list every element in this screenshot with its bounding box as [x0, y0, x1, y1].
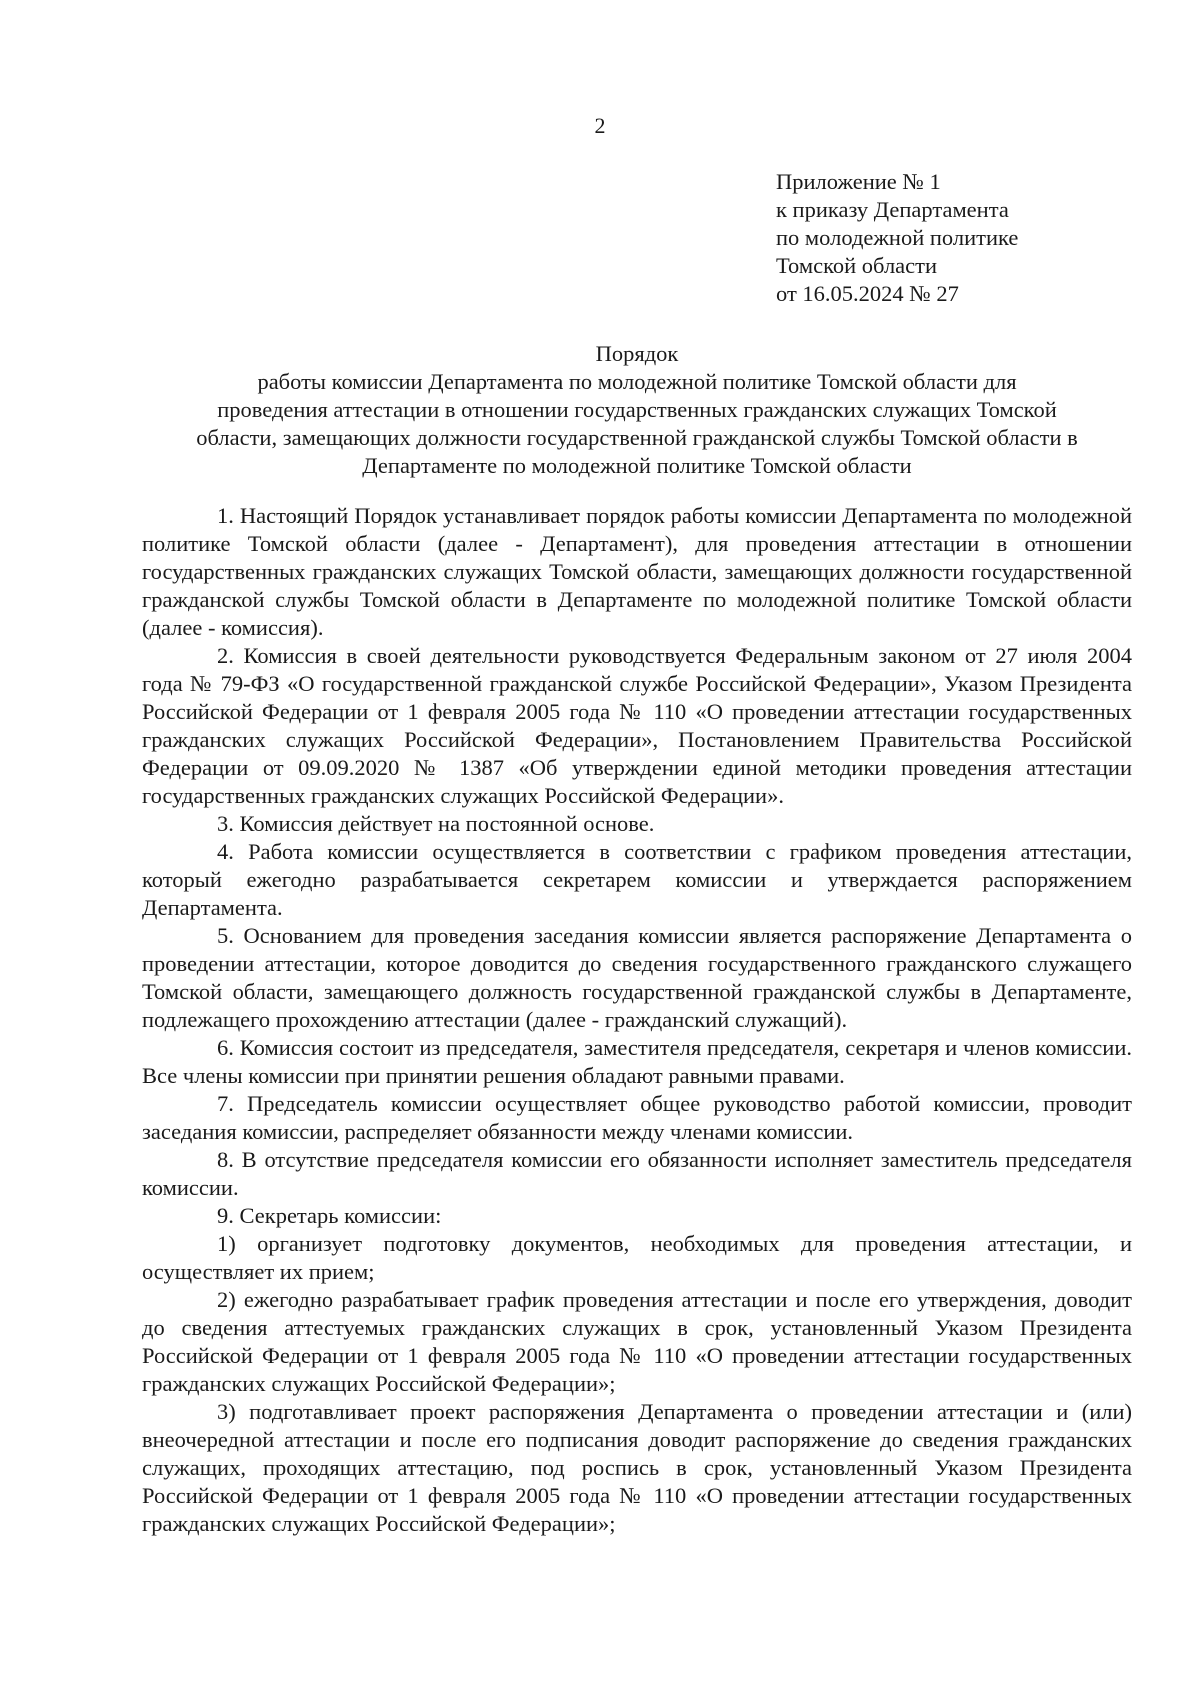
title-line: работы комиссии Департамента по молодежной политике Томской области для — [257, 369, 1017, 394]
paragraph-6: 6. Комиссия состоит из председателя, заместителя председателя, секретаря и членов комиссии. Все члены комиссии при принятии решения обладают равными правами. — [142, 1035, 1132, 1088]
title-line: проведения аттестации в отношении государственных гражданских служащих Томской — [217, 397, 1057, 422]
subparagraph-9-3: 3) подготавливает проект распоряжения Департамента о проведении аттестации и (или) внеочередной аттестации и после его подписания доводит распоряжение до сведения гражданских служащих, проходящих аттестацию, под роспись в срок, установленный Указом Президента Российской Федерации от 1 февраля 2005 года № 110 «О проведении аттестации государственных гражданских служащих Российской Федерации»; — [142, 1399, 1132, 1536]
annex-line: Томской области — [776, 253, 938, 278]
annex-line: от 16.05.2024 № 27 — [776, 281, 959, 306]
subparagraph-9-1: 1) организует подготовку документов, необходимых для проведения аттестации, и осуществляет их прием; — [142, 1231, 1132, 1284]
page-number: 2 — [594, 113, 606, 138]
annex-block — [776, 168, 1176, 308]
paragraph-5: 5. Основанием для проведения заседания комиссии является распоряжение Департамента о проведении аттестации, которое доводится до сведения государственного гражданского служащего Томской области, замещающего должность государственной гражданской службы в Департаменте, подлежащего прохождению аттестации (далее - гражданский служащий). — [142, 923, 1132, 1032]
document-title — [142, 340, 1132, 480]
annex-line: Приложение № 1 — [776, 169, 941, 194]
paragraph-4: 4. Работа комиссии осуществляется в соответствии с графиком проведения аттестации, который ежегодно разрабатывается секретарем комиссии и утверждается распоряжением Департамента. — [142, 839, 1132, 920]
annex-line: по молодежной политике — [776, 225, 1019, 250]
subparagraph-9-2: 2) ежегодно разрабатывает график проведения аттестации и после его утверждения, доводит до сведения аттестуемых гражданских служащих в срок, установленный Указом Президента Российской Федерации от 1 февраля 2005 года № 110 «О проведении аттестации государственных гражданских служащих Российской Федерации»; — [142, 1287, 1132, 1396]
paragraph-9: 9. Секретарь комиссии: — [217, 1203, 442, 1228]
paragraph-7: 7. Председатель комиссии осуществляет общее руководство работой комиссии, проводит заседания комиссии, распределяет обязанности между членами комиссии. — [142, 1091, 1132, 1144]
title-line: области, замещающих должности государственной гражданской службы Томской области в — [196, 425, 1078, 450]
paragraph-2: 2. Комиссия в своей деятельности руководствуется Федеральным законом от 27 июля 2004 года № 79-ФЗ «О государственной гражданской службе Российской Федерации», Указом Президента Российской Федерации от 1 февраля 2005 года № 110 «О проведении аттестации государственных гражданских служащих Российской Федерации», Постановлением Правительства Российской Федерации от 09.09.2020 № 1387 «Об утверждении единой методики проведения аттестации государственных гражданских служащих Российской Федерации». — [142, 643, 1132, 808]
paragraph-3: 3. Комиссия действует на постоянной основе. — [217, 811, 655, 836]
title-line: Департаменте по молодежной политике Томской области — [362, 453, 912, 478]
paragraph-8: 8. В отсутствие председателя комиссии его обязанности исполняет заместитель председателя комиссии. — [142, 1147, 1132, 1200]
title-heading: Порядок — [595, 341, 679, 366]
annex-line: к приказу Департамента — [776, 197, 1009, 222]
document-body — [142, 502, 1132, 1538]
paragraph-1: 1. Настоящий Порядок устанавливает порядок работы комиссии Департамента по молодежной политике Томской области (далее - Департамент), для проведения аттестации в отношении государственных гражданских служащих Томской области, замещающих должности государственной гражданской службы Томской области в Департаменте по молодежной политике Томской области (далее - комиссия). — [142, 503, 1132, 640]
